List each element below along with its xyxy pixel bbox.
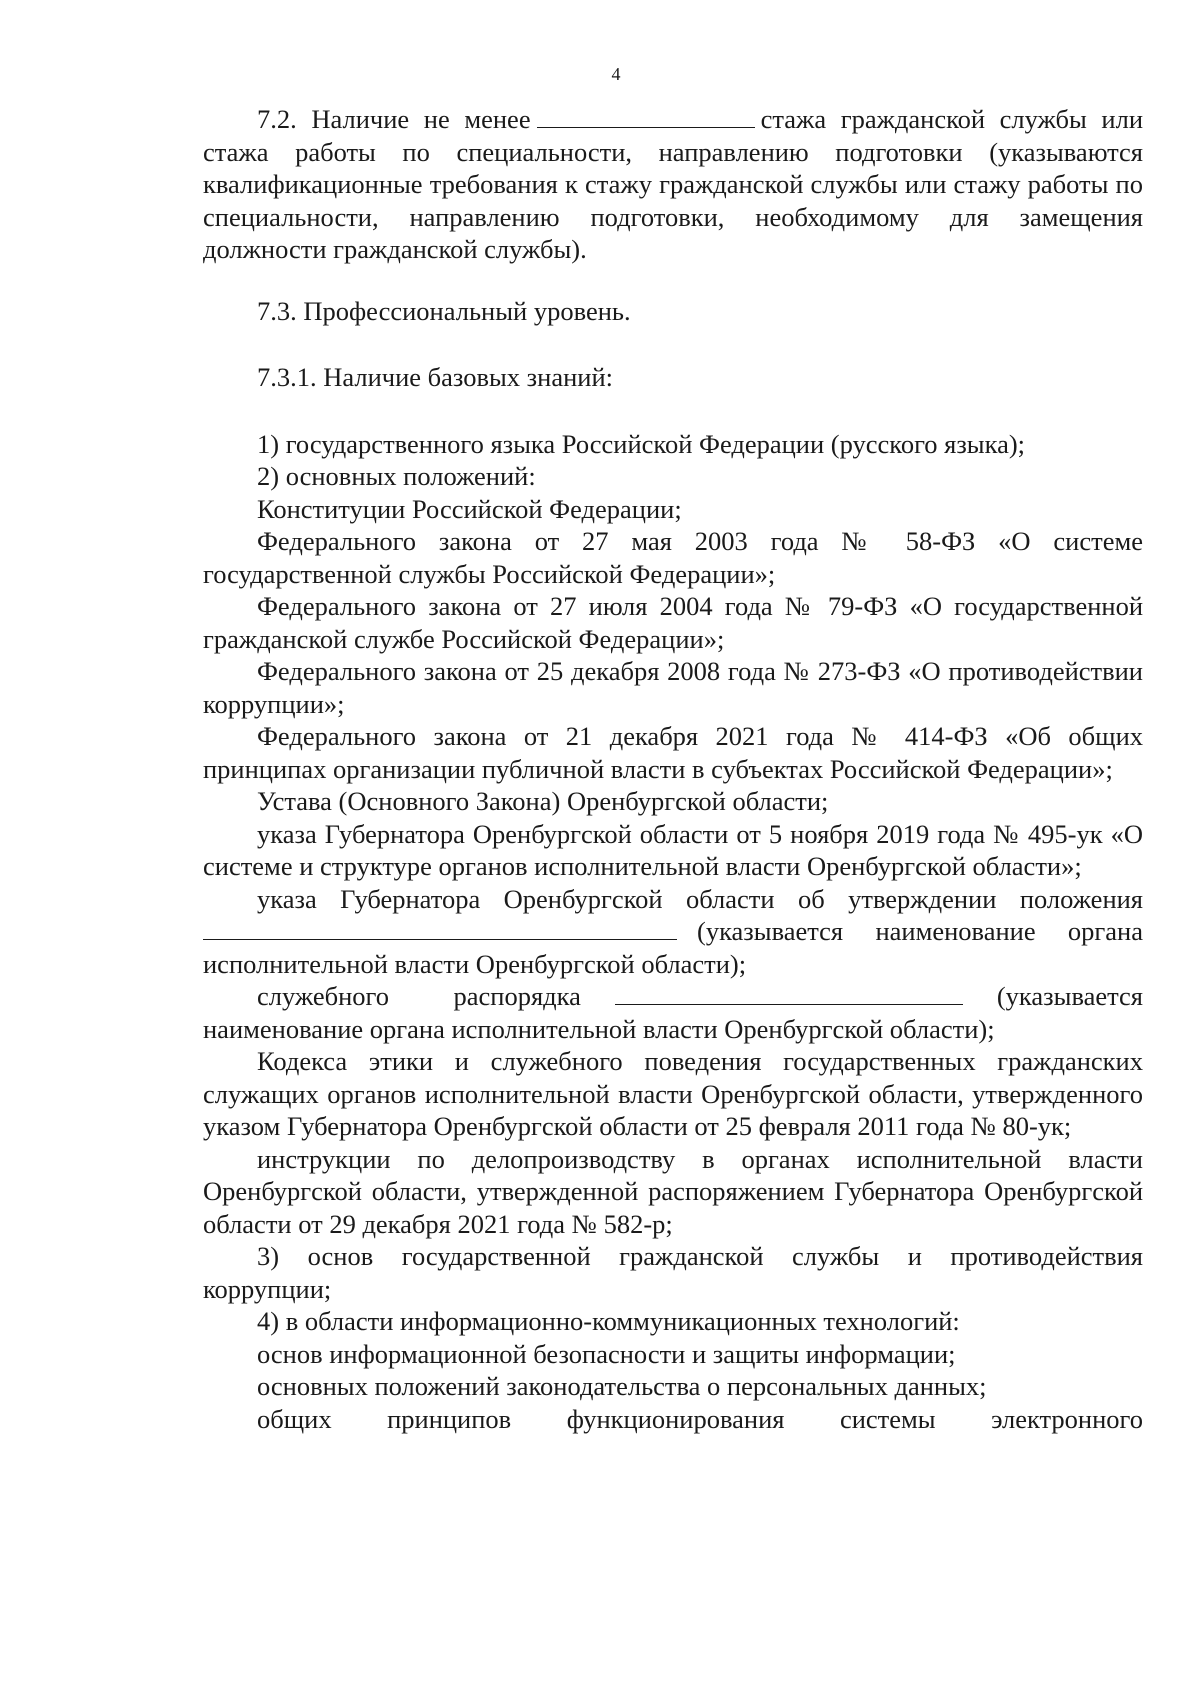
paragraph-7-2-lead: 7.2. Наличие не менее (257, 104, 531, 134)
item-infosec: основ информационной безопасности и защиты информации; (257, 1338, 956, 1369)
item-service-schedule-note: (указывается наименование органа исполнительной власти Оренбургской области); (203, 981, 1143, 1044)
item-law-79fz: Федерального закона от 27 июля 2004 года № 79-ФЗ «О государственной гражданской службе Российской Федерации»; (203, 591, 1143, 654)
item-3: 3) основ государственной гражданской службы и противодействия коррупции; (203, 1241, 1143, 1304)
item-decree-regulation: указа Губернатора Оренбургской области об утверждении положения (257, 883, 1143, 914)
item-law-273fz: Федерального закона от 25 декабря 2008 года № 273-ФЗ «О противодействии коррупции»; (203, 656, 1143, 719)
item-decree-regulation-cont (203, 915, 1143, 980)
paragraph-7-2 (203, 103, 1143, 266)
blank-line (537, 105, 755, 128)
item-personal-data: основных положений законодательства о персональных данных; (257, 1371, 987, 1401)
item-4: 4) в области информационно-коммуникационных технологий: (257, 1306, 960, 1336)
item-constitution: Конституции Российской Федерации; (257, 493, 682, 524)
blank-line (203, 917, 677, 940)
item-law-58fz: Федерального закона от 27 мая 2003 года № 58-ФЗ «О системе государственной службы Российской Федерации»; (203, 526, 1143, 589)
item-service-schedule-lead: служебного распорядка (257, 981, 581, 1011)
document-body (203, 103, 1143, 1435)
heading-7-3: 7.3. Профессиональный уровень. (257, 295, 631, 326)
item-law-414fz: Федерального закона от 21 декабря 2021 года № 414-ФЗ «Об общих принципах организации публичной власти в субъектах Российской Федерации»; (203, 721, 1143, 784)
blank-line (615, 982, 963, 1005)
item-ethics-code: Кодекса этики и служебного поведения государственных гражданских служащих органов исполнительной власти Оренбургской области, утвержденного указом Губернатора Оренбургской области от 25 февраля 2011 года № 80-ук; (203, 1046, 1143, 1141)
item-service-schedule (203, 980, 1143, 1045)
paragraph-7-2-rest: стажа гражданской службы или стажа работы по специальности, направлению подготовки (указываются квалификационные требования к стажу гражданской службы или стажу работы по специальности, направлению подготовки, необходимому для замещения должности гражданской службы). (203, 104, 1143, 264)
item-2: 2) основных положений: (257, 461, 536, 491)
item-records-instruction: инструкции по делопроизводству в органах исполнительной власти Оренбургской области, утвержденной распоряжением Губернатора Оренбургской области от 29 декабря 2021 года № 582-р; (203, 1143, 1143, 1239)
item-edm: общих принципов функционирования системы электронного (257, 1403, 1143, 1434)
item-decree-regulation-note: (указывается наименование органа исполнительной власти Оренбургской области); (203, 916, 1143, 979)
item-1: 1) государственного языка Российской Федерации (русского языка); (257, 428, 1026, 459)
item-charter: Устава (Основного Закона) Оренбургской области; (257, 786, 829, 816)
page-number: 4 (611, 64, 621, 84)
item-decree-495uk: указа Губернатора Оренбургской области от 5 ноября 2019 года № 495-ук «О системе и структуре органов исполнительной власти Оренбургской области»; (203, 818, 1143, 881)
heading-7-3-1: 7.3.1. Наличие базовых знаний: (257, 362, 614, 392)
